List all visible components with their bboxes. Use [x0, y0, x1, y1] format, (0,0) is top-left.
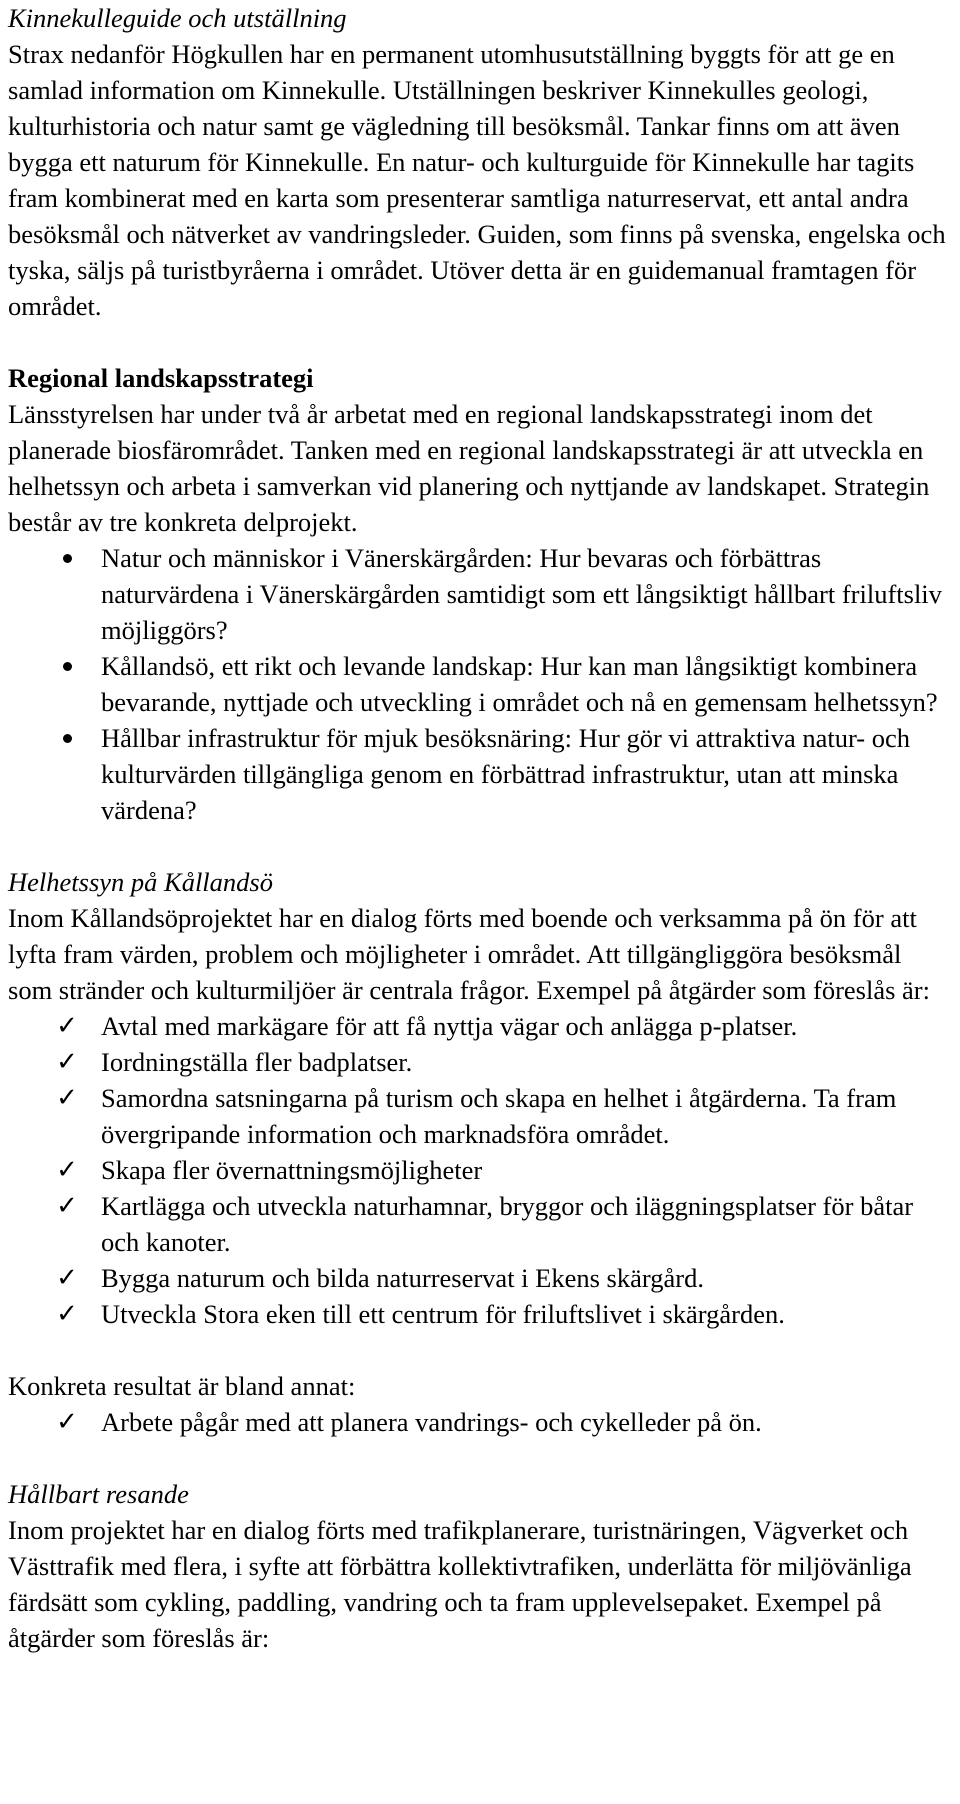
- section-resande: [8, 1476, 952, 1656]
- list-item: [8, 1296, 952, 1332]
- list-item-text: Kållandsö, ett rikt och levande landskap: Hur kan man långsiktigt kombinera bevarande, nyttjade och utveckling i området och nå en gemensam helhetssyn?: [101, 651, 938, 717]
- section-kallandso: [8, 864, 952, 1440]
- results-list: [8, 1404, 952, 1440]
- section-heading: Hållbart resande: [8, 1479, 189, 1509]
- list-item: [8, 720, 952, 828]
- section-regional: [8, 360, 952, 828]
- check-list: [8, 1008, 952, 1332]
- list-item-text: Kartlägga och utveckla naturhamnar, bryggor och iläggningsplatser för båtar och kanoter.: [101, 1191, 914, 1257]
- bullet-icon: [52, 648, 82, 684]
- list-item-text: Iordningställa fler badplatser.: [101, 1047, 413, 1077]
- list-item: [8, 1404, 952, 1440]
- check-icon: ✓: [56, 1299, 78, 1329]
- list-item: [8, 1260, 952, 1296]
- check-icon: ✓: [56, 1011, 78, 1041]
- section-heading: Regional landskapsstrategi: [8, 363, 314, 393]
- check-icon: ✓: [56, 1047, 78, 1077]
- results-intro: Konkreta resultat är bland annat:: [8, 1371, 356, 1401]
- list-item-text: Skapa fler övernattningsmöjligheter: [101, 1155, 483, 1185]
- section-body: Strax nedanför Högkullen har en permanent utomhusutställning byggts för att ge en samlad information om Kinnekulle. Utställningen beskriver Kinnekulles geologi, kulturhistoria och natur samt ge vägledning till besöksmål. Tankar finns om att även bygga ett naturum för Kinnekulle. En natur- och kulturguide för Kinnekulle har tagits fram kombinerat med en karta som presenterar samtliga naturreservat, ett antal andra besöksmål och nätverket av vandringsleder. Guiden, som finns på svenska, engelska och tyska, säljs på turistbyråerna i området. Utöver detta är en guidemanual framtagen för området.: [8, 39, 946, 321]
- check-icon: ✓: [56, 1191, 78, 1221]
- section-body: Inom projektet har en dialog förts med trafikplanerare, turistnäringen, Vägverket och Västtrafik med flera, i syfte att förbättra kollektivtrafiken, underlätta för miljövänliga färdsätt som cykling, paddling, vandring och ta fram upplevelsepaket. Exempel på åtgärder som föreslås är:: [8, 1515, 912, 1653]
- check-icon: ✓: [56, 1083, 78, 1113]
- spacer: [8, 1440, 952, 1476]
- bullet-icon: [52, 720, 82, 756]
- list-item: [8, 1080, 952, 1152]
- list-item: [8, 540, 952, 648]
- list-item: [8, 1152, 952, 1188]
- section-body: Länsstyrelsen har under två år arbetat med en regional landskapsstrategi inom det planerade biosfärområdet. Tanken med en regional landskapsstrategi är att utveckla en helhetssyn och arbeta i samverkan vid planering och nyttjande av landskapet. Strategin består av tre konkreta delprojekt.: [8, 399, 930, 537]
- list-item-text: Avtal med markägare för att få nyttja vägar och anlägga p-platser.: [101, 1011, 798, 1041]
- spacer: [8, 828, 952, 864]
- spacer: [8, 324, 952, 360]
- list-item-text: Samordna satsningarna på turism och skapa en helhet i åtgärderna. Ta fram övergripande information och marknadsföra området.: [101, 1083, 897, 1149]
- list-item-text: Bygga naturum och bilda naturreservat i Ekens skärgård.: [101, 1263, 704, 1293]
- check-icon: ✓: [56, 1155, 78, 1185]
- list-item-text: Utveckla Stora eken till ett centrum för friluftslivet i skärgården.: [101, 1299, 785, 1329]
- section-heading: Helhetssyn på Kållandsö: [8, 867, 273, 897]
- list-item-text: Natur och människor i Vänerskärgården: Hur bevaras och förbättras naturvärdena i Vänerskärgården samtidigt som ett långsiktigt hållbart friluftsliv möjliggörs?: [101, 543, 942, 645]
- section-body: Inom Kållandsöprojektet har en dialog förts med boende och verksamma på ön för att lyfta fram värden, problem och möjligheter i området. Att tillgängliggöra besöksmål som stränder och kulturmiljöer är centrala frågor. Exempel på åtgärder som föreslås är:: [8, 903, 930, 1005]
- list-item: [8, 1188, 952, 1260]
- check-icon: ✓: [56, 1263, 78, 1293]
- list-item-text: Arbete pågår med att planera vandrings- och cykelleder på ön.: [101, 1407, 762, 1437]
- list-item: [8, 1044, 952, 1080]
- list-item-text: Hållbar infrastruktur för mjuk besöksnäring: Hur gör vi attraktiva natur- och kulturvärden tillgängliga genom en förbättrad infrastruktur, utan att minska värdena?: [101, 723, 910, 825]
- spacer: [8, 1332, 952, 1368]
- bullet-list: [8, 540, 952, 828]
- list-item: [8, 648, 952, 720]
- check-icon: ✓: [56, 1407, 78, 1437]
- section-kinnekulle: [8, 0, 952, 324]
- list-item: [8, 1008, 952, 1044]
- section-heading: Kinnekulleguide och utställning: [8, 3, 347, 33]
- bullet-icon: [52, 540, 82, 576]
